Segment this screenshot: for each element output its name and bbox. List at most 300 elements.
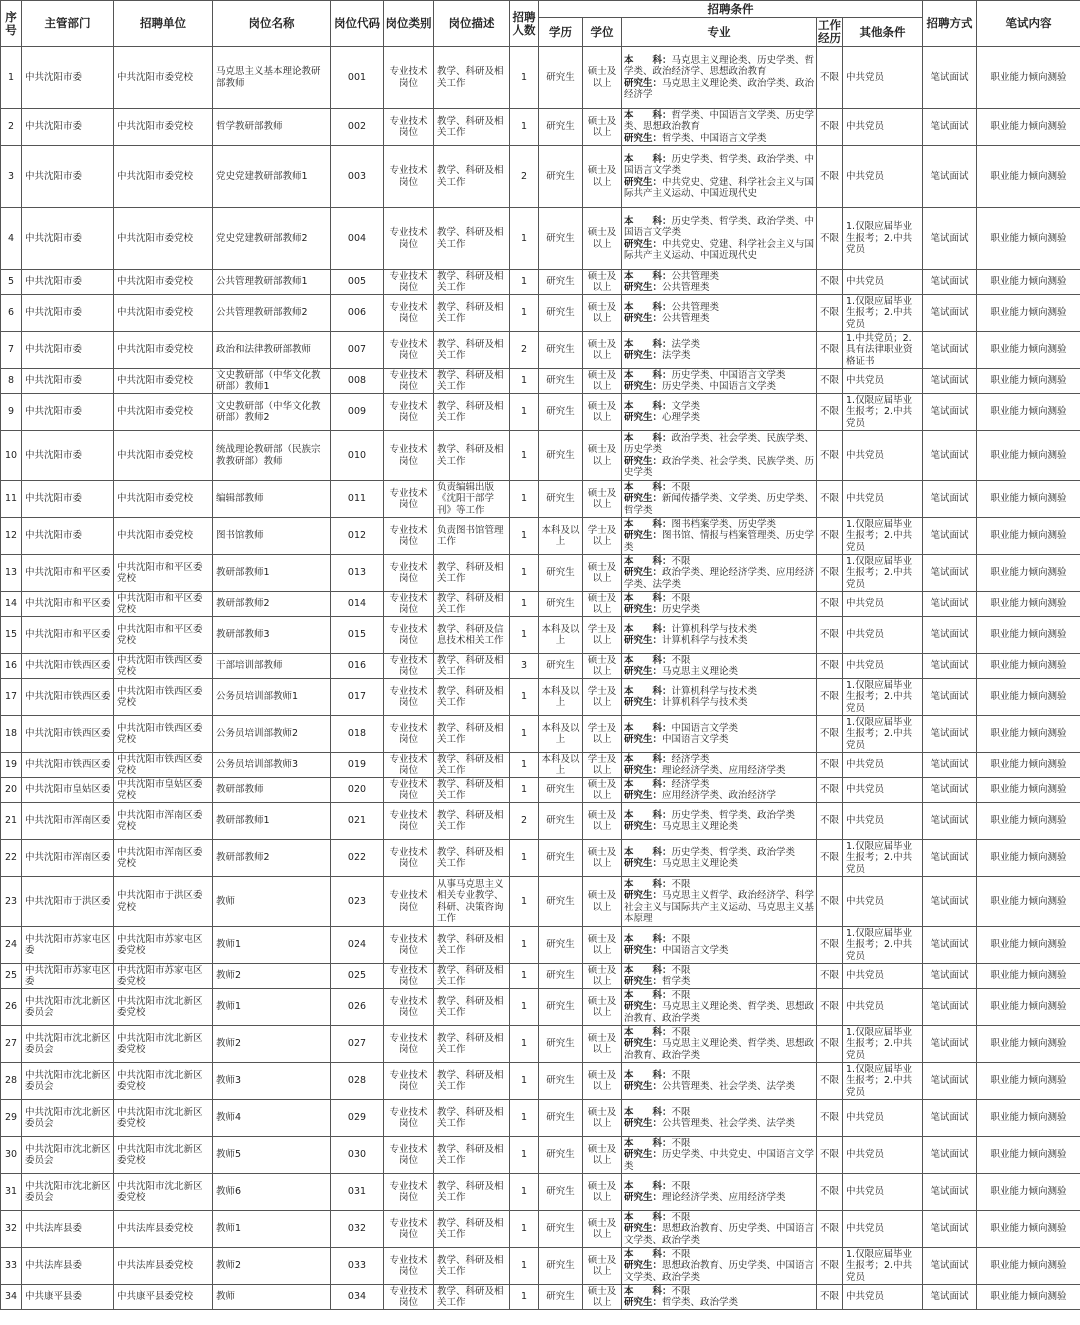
other-conditions-cell: 1.仅限应届毕业生报考；2.中共党员 [843, 679, 923, 716]
description-cell: 负责编辑出版《沈阳干部学刊》等工作 [434, 481, 510, 518]
position-cell: 统战理论教研部（民族宗教教研部）教师 [213, 431, 331, 481]
undergrad-label: 本 科： [624, 654, 672, 666]
education-cell: 研究生 [539, 208, 583, 270]
exam-cell: 职业能力倾向测验 [977, 840, 1080, 877]
other-conditions-cell: 1.仅限应届毕业生报考；2.中共党员 [843, 716, 923, 753]
category-cell: 专业技术岗位 [384, 1211, 434, 1248]
headcount-cell: 2 [510, 803, 539, 840]
position-cell: 公务员培训部教师2 [213, 716, 331, 753]
experience-cell: 不限 [817, 1063, 843, 1100]
header-exam: 笔试内容 [977, 1, 1080, 47]
description-cell: 教学、科研及相关工作 [434, 1248, 510, 1285]
position-cell: 教研部教师3 [213, 617, 331, 654]
description-cell: 教学、科研及相关工作 [434, 1063, 510, 1100]
education-cell: 研究生 [539, 1026, 583, 1063]
graduate-major: 政治学类、理论经济学类、应用经济学类、法学类 [624, 567, 815, 590]
graduate-major: 马克思主义理论类 [662, 821, 739, 832]
education-cell: 研究生 [539, 270, 583, 295]
headcount-cell: 1 [510, 1174, 539, 1211]
degree-cell: 硕士及以上 [583, 332, 622, 369]
other-conditions-cell: 中共党员 [843, 654, 923, 679]
undergrad-label: 本 科： [624, 878, 672, 890]
undergrad-major: 不限 [671, 1180, 691, 1192]
degree-cell: 硕士及以上 [583, 1063, 622, 1100]
other-conditions-cell: 中共党员 [843, 481, 923, 518]
experience-cell: 不限 [817, 208, 843, 270]
unit-cell: 中共沈阳市和平区委党校 [114, 617, 213, 654]
headcount-cell: 1 [510, 927, 539, 964]
row-number: 10 [1, 431, 22, 481]
table-row [1, 654, 1080, 679]
row-number: 8 [1, 369, 22, 394]
method-cell: 笔试面试 [923, 1174, 977, 1211]
exam-cell: 职业能力倾向测验 [977, 1211, 1080, 1248]
graduate-major: 马克思主义理论类 [662, 858, 739, 869]
category-cell: 专业技术岗位 [384, 964, 434, 989]
table-row [1, 1285, 1080, 1310]
graduate-major: 中共党史、党建、科学社会主义与国际共产主义运动、中国近现代史 [624, 238, 815, 261]
undergrad-major: 历史学类、哲学类、政治学类、中国语言文学类 [624, 153, 815, 176]
table-row [1, 840, 1080, 877]
table-row [1, 47, 1080, 109]
description-cell: 教学、科研及相关工作 [434, 1211, 510, 1248]
degree-cell: 硕士及以上 [583, 1174, 622, 1211]
row-number: 11 [1, 481, 22, 518]
category-cell: 专业技术岗位 [384, 877, 434, 927]
description-cell: 教学、科研及相关工作 [434, 555, 510, 592]
undergrad-label: 本 科： [624, 989, 672, 1001]
graduate-major: 哲学类、中国语言文学类 [662, 132, 767, 144]
undergrad-major: 法学类 [671, 338, 701, 350]
other-conditions-cell: 中共党员 [843, 617, 923, 654]
graduate-label: 研究生： [624, 350, 663, 361]
degree-cell: 学士及以上 [583, 679, 622, 716]
graduate-major: 历史学类、中国语言文学类 [662, 381, 777, 392]
table-row [1, 964, 1080, 989]
row-number: 14 [1, 592, 22, 617]
degree-cell: 硕士及以上 [583, 208, 622, 270]
undergrad-major: 经济学类 [671, 753, 710, 765]
row-number: 32 [1, 1211, 22, 1248]
department-cell: 中共沈阳市浑南区委 [22, 803, 114, 840]
graduate-label: 研究生： [624, 976, 663, 987]
education-cell: 研究生 [539, 481, 583, 518]
table-row [1, 1137, 1080, 1174]
headcount-cell: 1 [510, 208, 539, 270]
degree-cell: 硕士及以上 [583, 431, 622, 481]
department-cell: 中共沈阳市委 [22, 431, 114, 481]
graduate-label: 研究生： [624, 1192, 663, 1203]
graduate-label: 研究生： [624, 734, 663, 745]
headcount-cell: 1 [510, 270, 539, 295]
graduate-major: 应用经济学类、政治经济学 [662, 790, 777, 801]
exam-cell: 职业能力倾向测验 [977, 1285, 1080, 1310]
description-cell: 负责图书馆管理工作 [434, 518, 510, 555]
department-cell: 中共沈阳市铁西区委 [22, 679, 114, 716]
table-row [1, 716, 1080, 753]
method-cell: 笔试面试 [923, 295, 977, 332]
experience-cell: 不限 [817, 1100, 843, 1137]
experience-cell: 不限 [817, 394, 843, 431]
exam-cell: 职业能力倾向测验 [977, 369, 1080, 394]
description-cell: 教学、科研及相关工作 [434, 47, 510, 109]
position-cell: 教研部教师1 [213, 803, 331, 840]
header-education: 学历 [539, 18, 583, 47]
headcount-cell: 1 [510, 778, 539, 803]
header-major: 专业 [622, 18, 817, 47]
exam-cell: 职业能力倾向测验 [977, 431, 1080, 481]
description-cell: 教学、科研及相关工作 [434, 270, 510, 295]
category-cell: 专业技术岗位 [384, 1137, 434, 1174]
undergrad-label: 本 科： [624, 1069, 672, 1081]
other-conditions-cell: 1.仅限应届毕业生报考；2.中共党员 [843, 208, 923, 270]
department-cell: 中共沈阳市和平区委 [22, 617, 114, 654]
exam-cell: 职业能力倾向测验 [977, 295, 1080, 332]
department-cell: 中共法库县委 [22, 1248, 114, 1285]
degree-cell: 硕士及以上 [583, 109, 622, 146]
unit-cell: 中共沈阳市委党校 [114, 332, 213, 369]
other-conditions-cell: 1.仅限应届毕业生报考；2.中共党员 [843, 927, 923, 964]
row-number: 15 [1, 617, 22, 654]
other-conditions-cell: 1.仅限应届毕业生报考；2.中共党员 [843, 394, 923, 431]
undergrad-label: 本 科： [624, 400, 672, 412]
code-cell: 021 [331, 803, 384, 840]
description-cell: 教学、科研及相关工作 [434, 964, 510, 989]
other-conditions-cell: 1.仅限应届毕业生报考；2.中共党员 [843, 518, 923, 555]
experience-cell: 不限 [817, 592, 843, 617]
unit-cell: 中共沈阳市苏家屯区委党校 [114, 927, 213, 964]
major-cell [622, 270, 817, 295]
table-row [1, 208, 1080, 270]
experience-cell: 不限 [817, 617, 843, 654]
category-cell: 专业技术岗位 [384, 47, 434, 109]
undergrad-major: 文学类 [671, 400, 701, 412]
header-experience: 工作经历 [818, 18, 841, 45]
undergrad-major: 经济学类 [671, 778, 710, 790]
method-cell: 笔试面试 [923, 1248, 977, 1285]
undergrad-label: 本 科： [624, 1248, 672, 1260]
exam-cell: 职业能力倾向测验 [977, 146, 1080, 208]
exam-cell: 职业能力倾向测验 [977, 803, 1080, 840]
degree-cell: 硕士及以上 [583, 481, 622, 518]
row-number: 19 [1, 753, 22, 778]
degree-cell: 硕士及以上 [583, 803, 622, 840]
category-cell: 专业技术岗位 [384, 1026, 434, 1063]
category-cell: 专业技术岗位 [384, 332, 434, 369]
header-description: 岗位描述 [434, 1, 510, 47]
graduate-label: 研究生： [624, 1297, 663, 1308]
degree-cell: 硕士及以上 [583, 1100, 622, 1137]
undergrad-label: 本 科： [624, 778, 672, 790]
code-cell: 010 [331, 431, 384, 481]
method-cell: 笔试面试 [923, 1285, 977, 1310]
education-cell: 研究生 [539, 431, 583, 481]
graduate-major: 计算机科学与技术类 [662, 635, 748, 646]
description-cell: 教学、科研及相关工作 [434, 989, 510, 1026]
education-cell: 研究生 [539, 1211, 583, 1248]
headcount-cell: 3 [510, 654, 539, 679]
graduate-major: 马克思主义理论类、哲学类、思想政治教育、政治学类 [624, 1001, 815, 1024]
header-degree: 学位 [583, 18, 622, 47]
position-cell: 教研部教师 [213, 778, 331, 803]
headcount-cell: 1 [510, 679, 539, 716]
undergrad-major: 不限 [671, 1106, 691, 1118]
education-cell: 本科及以上 [539, 753, 583, 778]
undergrad-label: 本 科： [624, 153, 672, 165]
major-cell [622, 109, 817, 146]
description-cell: 教学、科研及相关工作 [434, 1026, 510, 1063]
graduate-label: 研究生： [624, 567, 663, 579]
major-cell [622, 1063, 817, 1100]
exam-cell: 职业能力倾向测验 [977, 1100, 1080, 1137]
education-cell: 本科及以上 [539, 518, 583, 555]
table-row [1, 679, 1080, 716]
experience-cell: 不限 [817, 431, 843, 481]
graduate-label: 研究生： [624, 945, 663, 956]
exam-cell: 职业能力倾向测验 [977, 927, 1080, 964]
graduate-label: 研究生： [624, 1081, 663, 1092]
major-cell [622, 1174, 817, 1211]
undergrad-major: 历史学类、哲学类、政治学类 [671, 809, 796, 821]
row-number: 16 [1, 654, 22, 679]
headcount-cell: 1 [510, 716, 539, 753]
department-cell: 中共沈阳市委 [22, 481, 114, 518]
degree-cell: 硕士及以上 [583, 1248, 622, 1285]
experience-cell: 不限 [817, 518, 843, 555]
degree-cell: 学士及以上 [583, 518, 622, 555]
table-row [1, 778, 1080, 803]
department-cell: 中共沈阳市沈北新区委员会 [22, 989, 114, 1026]
major-cell [622, 753, 817, 778]
education-cell: 研究生 [539, 1248, 583, 1285]
unit-cell: 中共康平县委党校 [114, 1285, 213, 1310]
code-cell: 019 [331, 753, 384, 778]
position-cell: 教师1 [213, 927, 331, 964]
graduate-label: 研究生： [624, 697, 663, 708]
experience-cell: 不限 [817, 369, 843, 394]
education-cell: 研究生 [539, 927, 583, 964]
header-other: 其他条件 [843, 18, 923, 47]
row-number: 31 [1, 1174, 22, 1211]
table-row [1, 1211, 1080, 1248]
headcount-cell: 1 [510, 481, 539, 518]
headcount-cell: 1 [510, 518, 539, 555]
method-cell: 笔试面试 [923, 989, 977, 1026]
undergrad-major: 不限 [671, 592, 691, 604]
category-cell: 专业技术岗位 [384, 1285, 434, 1310]
undergrad-major: 不限 [671, 1211, 691, 1223]
position-cell: 公务员培训部教师3 [213, 753, 331, 778]
department-cell: 中共沈阳市沈北新区委员会 [22, 1174, 114, 1211]
undergrad-label: 本 科： [624, 369, 672, 381]
category-cell: 专业技术岗位 [384, 369, 434, 394]
row-number: 7 [1, 332, 22, 369]
headcount-cell: 1 [510, 431, 539, 481]
graduate-label: 研究生： [624, 1001, 663, 1013]
category-cell: 专业技术岗位 [384, 617, 434, 654]
undergrad-label: 本 科： [624, 685, 672, 697]
graduate-label: 研究生： [624, 132, 663, 144]
method-cell: 笔试面试 [923, 592, 977, 617]
degree-cell: 硕士及以上 [583, 877, 622, 927]
row-number: 6 [1, 295, 22, 332]
other-conditions-cell: 中共党员 [843, 592, 923, 617]
code-cell: 004 [331, 208, 384, 270]
education-cell: 本科及以上 [539, 716, 583, 753]
position-cell: 教师2 [213, 1248, 331, 1285]
graduate-label: 研究生： [624, 313, 663, 324]
table-row [1, 753, 1080, 778]
experience-cell: 不限 [817, 481, 843, 518]
graduate-label: 研究生： [624, 821, 663, 832]
experience-cell: 不限 [817, 1174, 843, 1211]
description-cell: 教学、科研及相关工作 [434, 1137, 510, 1174]
table-row [1, 332, 1080, 369]
table-row [1, 1248, 1080, 1285]
degree-cell: 硕士及以上 [583, 989, 622, 1026]
method-cell: 笔试面试 [923, 481, 977, 518]
department-cell: 中共沈阳市沈北新区委员会 [22, 1137, 114, 1174]
position-cell: 党史党建教研部教师1 [213, 146, 331, 208]
undergrad-label: 本 科： [624, 1026, 672, 1038]
exam-cell: 职业能力倾向测验 [977, 109, 1080, 146]
education-cell: 研究生 [539, 146, 583, 208]
education-cell: 研究生 [539, 1174, 583, 1211]
undergrad-major: 不限 [671, 555, 691, 567]
code-cell: 028 [331, 1063, 384, 1100]
description-cell: 教学、科研及信息技术相关工作 [434, 617, 510, 654]
experience-cell: 不限 [817, 778, 843, 803]
category-cell: 专业技术岗位 [384, 778, 434, 803]
experience-cell: 不限 [817, 803, 843, 840]
header-category: 岗位类别 [384, 1, 434, 47]
other-conditions-cell: 中共党员 [843, 270, 923, 295]
major-cell [622, 679, 817, 716]
method-cell: 笔试面试 [923, 47, 977, 109]
education-cell: 研究生 [539, 654, 583, 679]
other-conditions-cell: 1.仅限应届毕业生报考；2.中共党员 [843, 1026, 923, 1063]
exam-cell: 职业能力倾向测验 [977, 518, 1080, 555]
description-cell: 教学、科研及相关工作 [434, 1100, 510, 1137]
method-cell: 笔试面试 [923, 753, 977, 778]
headcount-cell: 1 [510, 295, 539, 332]
unit-cell: 中共沈阳市沈北新区委党校 [114, 989, 213, 1026]
position-cell: 教师 [213, 877, 331, 927]
unit-cell: 中共沈阳市和平区委党校 [114, 592, 213, 617]
row-number: 5 [1, 270, 22, 295]
position-cell: 教研部教师2 [213, 592, 331, 617]
department-cell: 中共沈阳市苏家屯区委 [22, 927, 114, 964]
table-row [1, 1100, 1080, 1137]
exam-cell: 职业能力倾向测验 [977, 47, 1080, 109]
department-cell: 中共沈阳市浑南区委 [22, 840, 114, 877]
method-cell: 笔试面试 [923, 927, 977, 964]
undergrad-label: 本 科： [624, 1180, 672, 1192]
unit-cell: 中共沈阳市委党校 [114, 431, 213, 481]
description-cell: 教学、科研及相关工作 [434, 1285, 510, 1310]
education-cell: 本科及以上 [539, 679, 583, 716]
code-cell: 014 [331, 592, 384, 617]
undergrad-label: 本 科： [624, 722, 672, 734]
unit-cell: 中共沈阳市委党校 [114, 394, 213, 431]
major-cell [622, 369, 817, 394]
other-conditions-cell: 中共党员 [843, 877, 923, 927]
code-cell: 009 [331, 394, 384, 431]
major-cell [622, 927, 817, 964]
position-cell: 教研部教师1 [213, 555, 331, 592]
undergrad-label: 本 科： [624, 270, 672, 282]
exam-cell: 职业能力倾向测验 [977, 778, 1080, 803]
undergrad-major: 不限 [671, 1069, 691, 1081]
position-cell: 教师 [213, 1285, 331, 1310]
department-cell: 中共沈阳市委 [22, 109, 114, 146]
unit-cell: 中共沈阳市浑南区委党校 [114, 803, 213, 840]
table-row [1, 592, 1080, 617]
graduate-major: 哲学类、政治学类 [662, 1297, 739, 1308]
department-cell: 中共沈阳市委 [22, 146, 114, 208]
headcount-cell: 1 [510, 592, 539, 617]
description-cell: 教学、科研及相关工作 [434, 1174, 510, 1211]
experience-cell: 不限 [817, 753, 843, 778]
method-cell: 笔试面试 [923, 1100, 977, 1137]
undergrad-major: 计算机科学与技术类 [671, 685, 758, 697]
unit-cell: 中共沈阳市苏家屯区委党校 [114, 964, 213, 989]
method-cell: 笔试面试 [923, 877, 977, 927]
other-conditions-cell: 中共党员 [843, 803, 923, 840]
experience-cell: 不限 [817, 716, 843, 753]
experience-cell: 不限 [817, 1026, 843, 1063]
unit-cell: 中共沈阳市铁西区委党校 [114, 679, 213, 716]
education-cell: 研究生 [539, 1285, 583, 1310]
department-cell: 中共沈阳市委 [22, 394, 114, 431]
unit-cell: 中共沈阳市委党校 [114, 295, 213, 332]
method-cell: 笔试面试 [923, 617, 977, 654]
code-cell: 008 [331, 369, 384, 394]
method-cell: 笔试面试 [923, 431, 977, 481]
unit-cell: 中共沈阳市铁西区委党校 [114, 654, 213, 679]
education-cell: 研究生 [539, 332, 583, 369]
code-cell: 024 [331, 927, 384, 964]
headcount-cell: 1 [510, 1100, 539, 1137]
code-cell: 034 [331, 1285, 384, 1310]
department-cell: 中共沈阳市沈北新区委员会 [22, 1100, 114, 1137]
graduate-label: 研究生： [624, 1223, 663, 1235]
department-cell: 中共康平县委 [22, 1285, 114, 1310]
undergrad-major: 不限 [671, 481, 691, 493]
graduate-major: 历史学类 [662, 604, 701, 615]
other-conditions-cell: 中共党员 [843, 1100, 923, 1137]
table-row [1, 927, 1080, 964]
degree-cell: 学士及以上 [583, 716, 622, 753]
education-cell: 研究生 [539, 1063, 583, 1100]
code-cell: 018 [331, 716, 384, 753]
position-cell: 教师1 [213, 1211, 331, 1248]
description-cell: 教学、科研及相关工作 [434, 146, 510, 208]
department-cell: 中共沈阳市沈北新区委员会 [22, 1063, 114, 1100]
method-cell: 笔试面试 [923, 840, 977, 877]
table-row [1, 394, 1080, 431]
unit-cell: 中共沈阳市铁西区委党校 [114, 753, 213, 778]
table-row [1, 146, 1080, 208]
experience-cell: 不限 [817, 270, 843, 295]
education-cell: 研究生 [539, 109, 583, 146]
unit-cell: 中共沈阳市沈北新区委党校 [114, 1063, 213, 1100]
header-position: 岗位名称 [213, 1, 331, 47]
method-cell: 笔试面试 [923, 369, 977, 394]
undergrad-label: 本 科： [624, 481, 672, 493]
method-cell: 笔试面试 [923, 270, 977, 295]
method-cell: 笔试面试 [923, 964, 977, 989]
